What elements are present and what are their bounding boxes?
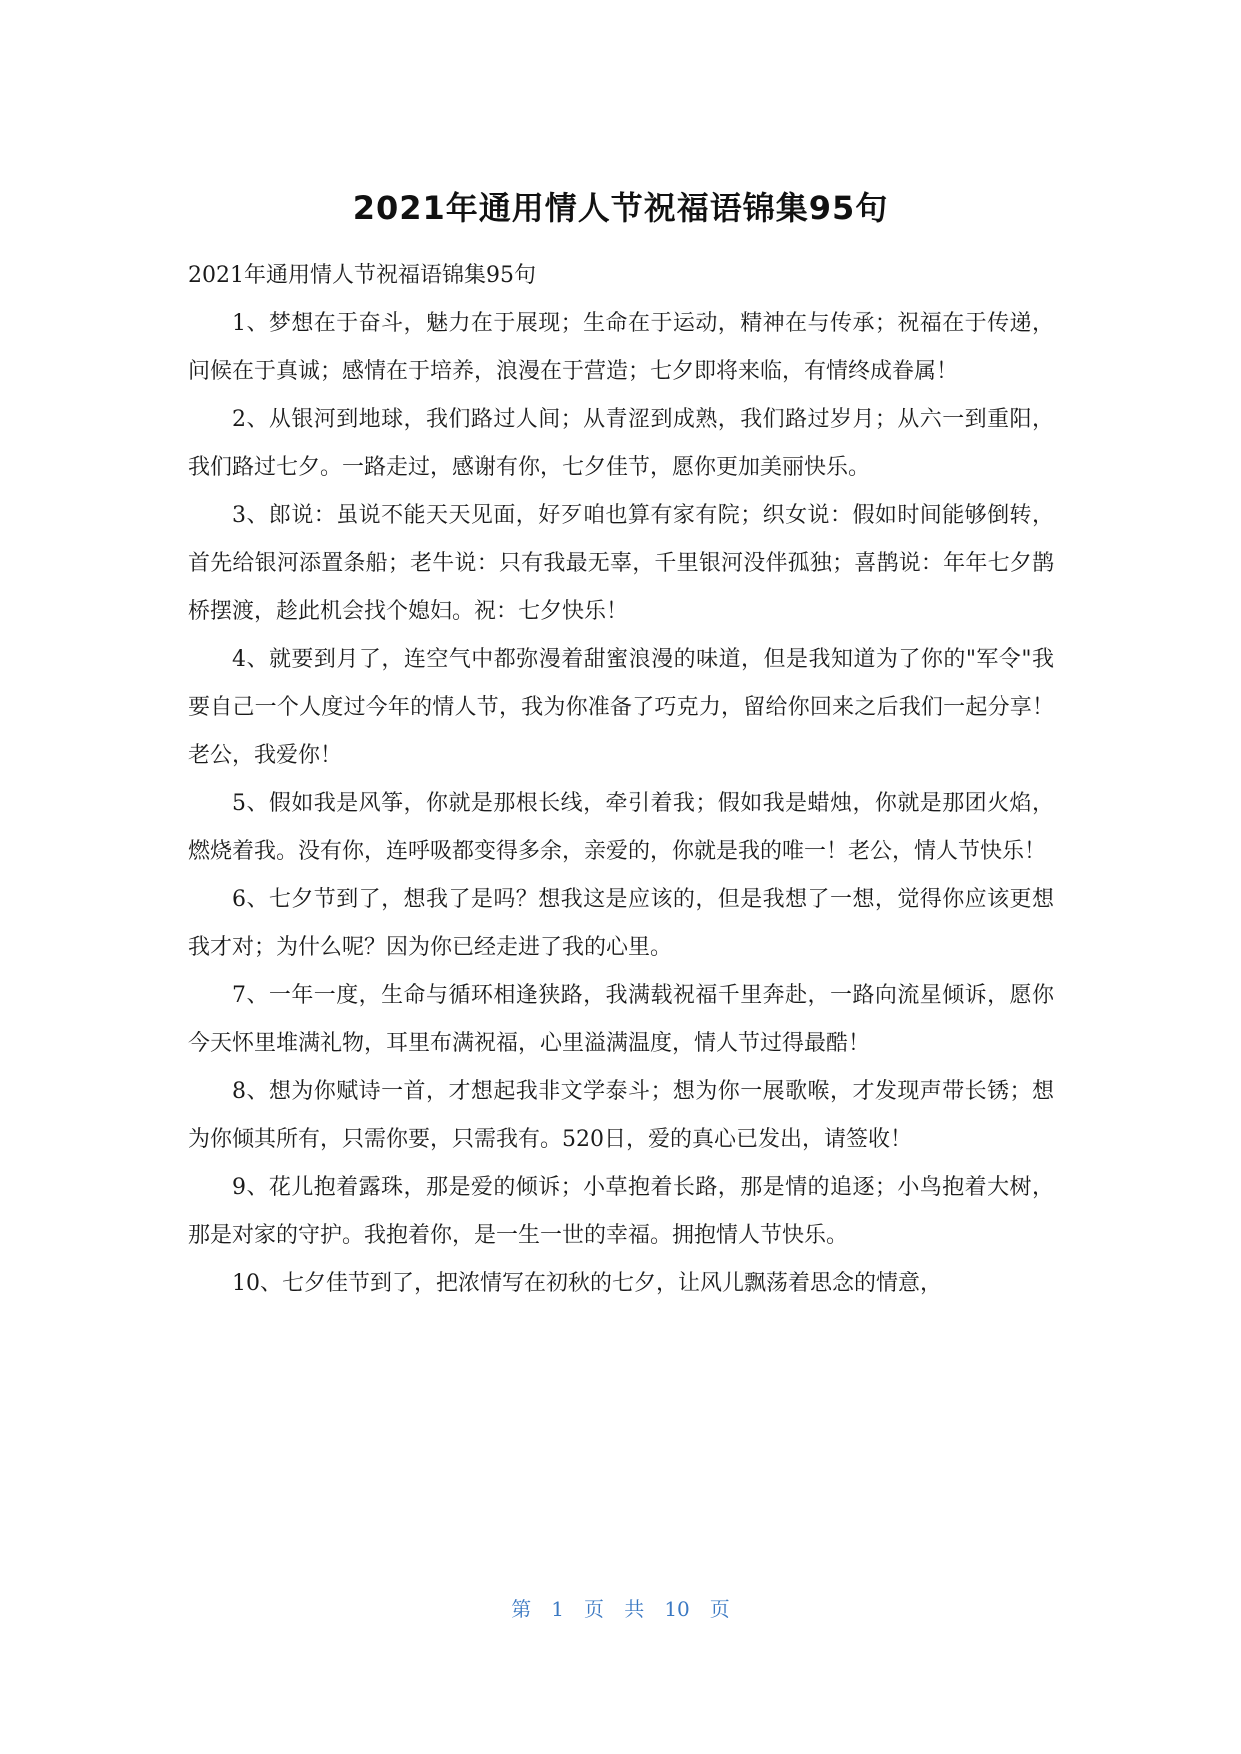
footer-label-end: 页 bbox=[709, 1597, 730, 1621]
paragraph-8: 8、想为你赋诗一首，才想起我非文学泰斗；想为你一展歌喉，才发现声带长锈；想为你倾其所有，只需你要，只需我有。520日，爱的真心已发出，请签收！ bbox=[188, 1079, 1054, 1152]
document-subtitle: 2021年通用情人节祝福语锦集95句 bbox=[188, 263, 536, 288]
paragraph-9: 9、花儿抱着露珠，那是爱的倾诉；小草抱着长路，那是情的追逐；小鸟抱着大树，那是对家的守护。我抱着你，是一生一世的幸福。拥抱情人节快乐。 bbox=[188, 1175, 1054, 1248]
page-footer bbox=[0, 1595, 1241, 1623]
paragraph-10: 10、七夕佳节到了，把浓情写在初秋的七夕，让风儿飘荡着思念的情意， bbox=[232, 1271, 942, 1296]
footer-label-page: 第 bbox=[511, 1597, 532, 1621]
paragraph-2: 2、从银河到地球，我们路过人间；从青涩到成熟，我们路过岁月；从六一到重阳，我们路过七夕。一路走过，感谢有你，七夕佳节，愿你更加美丽快乐。 bbox=[188, 407, 1054, 480]
paragraph-1: 1、梦想在于奋斗，魅力在于展现；生命在于运动，精神在与传承；祝福在于传递，问候在于真诚；感情在于培养，浪漫在于营造；七夕即将来临，有情终成眷属！ bbox=[188, 311, 1054, 384]
footer-current-page: 1 bbox=[551, 1597, 564, 1621]
paragraph-6: 6、七夕节到了，想我了是吗？想我这是应该的，但是我想了一想，觉得你应该更想我才对；为什么呢？因为你已经走进了我的心里。 bbox=[188, 887, 1054, 960]
paragraph-7: 7、一年一度，生命与循环相逢狭路，我满载祝福千里奔赴，一路向流星倾诉，愿你今天怀里堆满礼物，耳里布满祝福，心里溢满温度，情人节过得最酷！ bbox=[188, 983, 1054, 1056]
footer-total-pages: 10 bbox=[664, 1597, 690, 1621]
footer-label-of: 页 共 bbox=[583, 1597, 645, 1621]
paragraph-3: 3、郎说：虽说不能天天见面，好歹咱也算有家有院；织女说：假如时间能够倒转，首先给银河添置条船；老牛说：只有我最无辜，千里银河没伴孤独；喜鹊说：年年七夕鹊桥摆渡，趁此机会找个媳妇。祝：七夕快乐！ bbox=[188, 503, 1054, 624]
document-title: 2021年通用情人节祝福语锦集95句 bbox=[352, 189, 889, 227]
paragraph-5: 5、假如我是风筝，你就是那根长线，牵引着我；假如我是蜡烛，你就是那团火焰，燃烧着我。没有你，连呼吸都变得多余，亲爱的，你就是我的唯一！老公，情人节快乐！ bbox=[188, 791, 1054, 864]
document-body bbox=[188, 252, 1054, 1308]
paragraph-4: 4、就要到月了，连空气中都弥漫着甜蜜浪漫的味道，但是我知道为了你的"军令"我要自己一个人度过今年的情人节，我为你准备了巧克力，留给你回来之后我们一起分享！老公，我爱你！ bbox=[188, 647, 1054, 768]
